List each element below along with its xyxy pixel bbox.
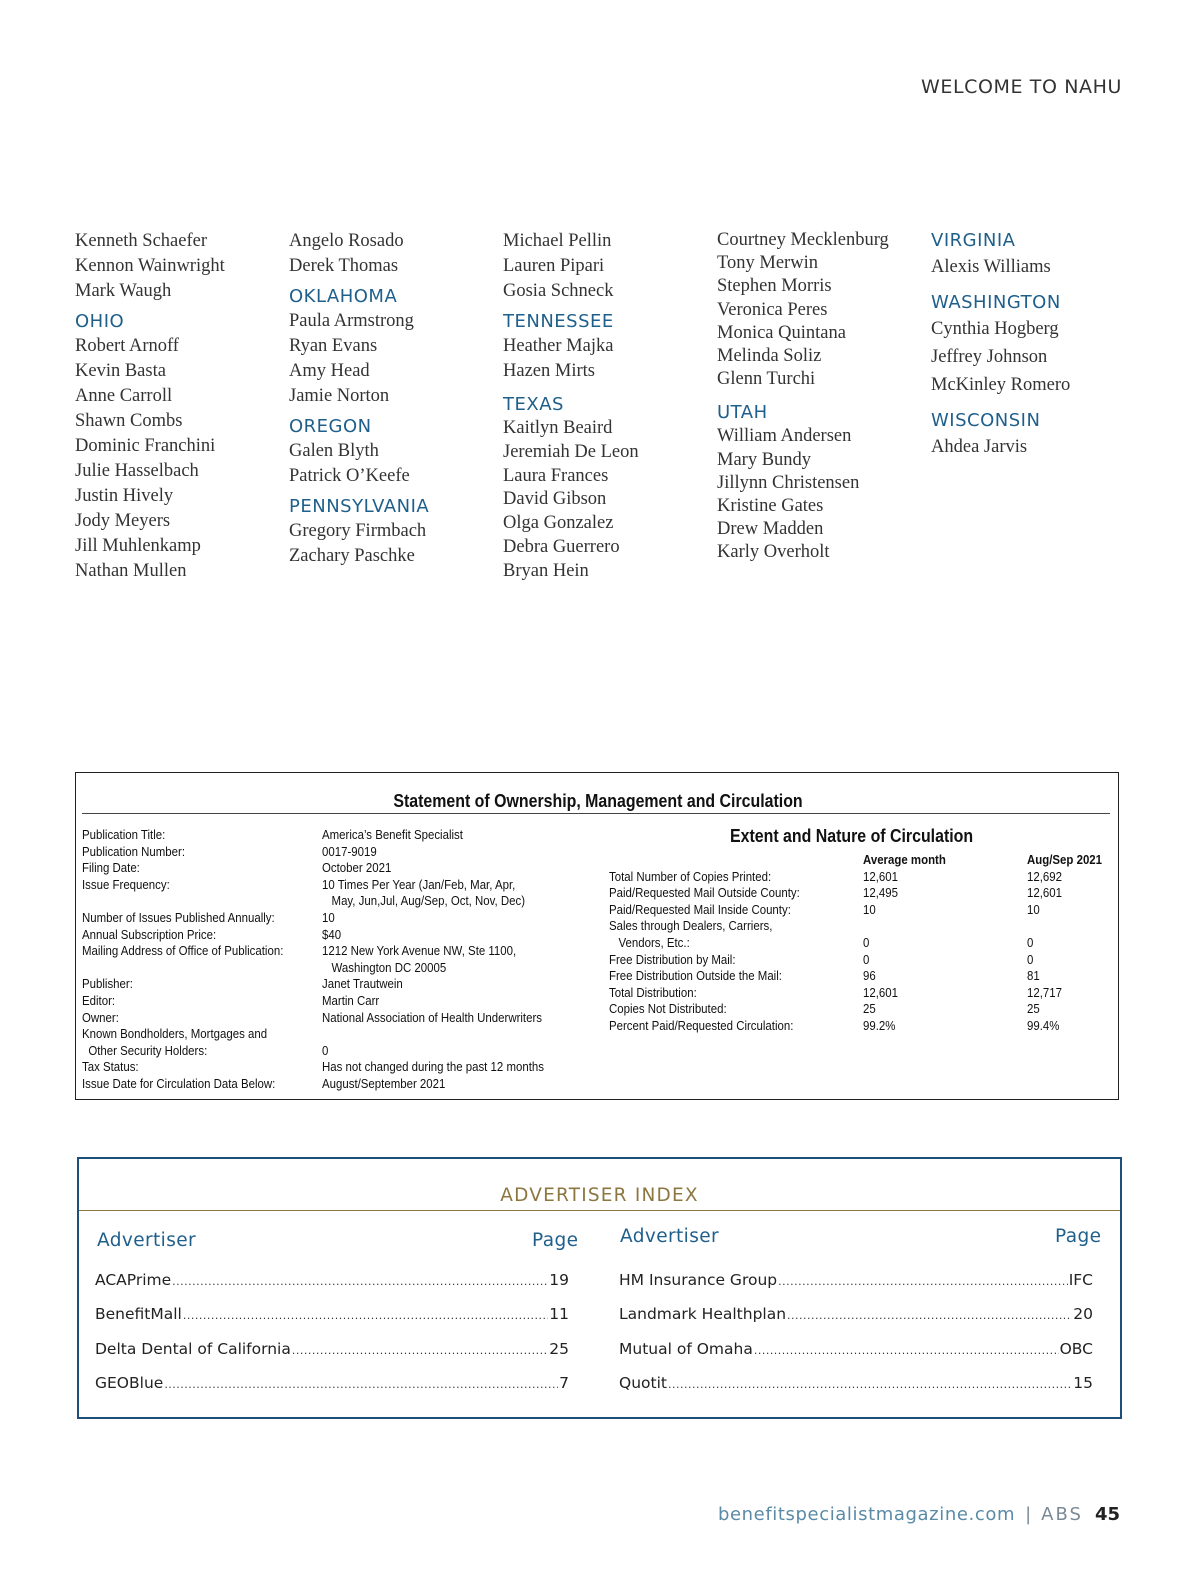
page-footer: [718, 1504, 1120, 1525]
average-value: 25: [863, 1001, 876, 1017]
aug-sep-value: 10: [1027, 901, 1040, 917]
circulation-row: [609, 935, 1115, 952]
detail-row: [82, 1026, 602, 1043]
detail-value: National Association of Health Underwriters: [322, 1009, 543, 1025]
detail-label: Annual Subscription Price:: [82, 926, 217, 942]
member-name: Gregory Firmbach: [289, 521, 427, 541]
average-value: 0: [863, 934, 870, 950]
detail-value: Janet Trautwein: [322, 976, 403, 992]
member-name: Drew Madden: [717, 519, 824, 540]
aug-sep-value: 99.4%: [1027, 1017, 1060, 1033]
member-name: Cynthia Hogberg: [931, 319, 1059, 339]
circulation-label: Vendors, Etc.:: [609, 934, 690, 950]
detail-value: Washington DC 20005: [322, 959, 447, 975]
state-heading-wisconsin: WISCONSIN: [931, 410, 1041, 431]
circulation-row: [609, 869, 1115, 886]
average-value: 10: [863, 901, 876, 917]
dot-leader: [292, 1344, 548, 1357]
advertiser-name: Delta Dental of California: [95, 1339, 291, 1358]
detail-row: [82, 827, 602, 844]
member-name: Patrick O’Keefe: [289, 466, 410, 486]
member-name: Gosia Schneck: [503, 281, 614, 301]
detail-label: Mailing Address of Office of Publication:: [82, 943, 284, 959]
statement-divider: [82, 813, 1110, 814]
circulation-row: [609, 952, 1115, 969]
circulation-row: [609, 902, 1115, 919]
member-name: Derek Thomas: [289, 256, 399, 276]
state-heading-virginia: VIRGINIA: [931, 230, 1016, 251]
average-value: 12,495: [863, 885, 898, 901]
advertiser-entry: [619, 1340, 1093, 1374]
member-name: Bryan Hein: [503, 560, 589, 581]
member-name: Courtney Mecklenburg: [717, 230, 889, 250]
member-name: Mark Waugh: [75, 281, 172, 301]
member-name: Heather Majka: [503, 336, 614, 356]
detail-row: [82, 943, 602, 960]
advertiser-name: HM Insurance Group: [619, 1271, 778, 1289]
detail-label: Other Security Holders:: [82, 1042, 208, 1058]
average-value: [863, 918, 1007, 935]
member-name: Ryan Evans: [289, 336, 378, 356]
member-name: Galen Blyth: [289, 441, 379, 461]
circulation-label: Copies Not Distributed:: [609, 1001, 727, 1017]
detail-value: America’s Benefit Specialist: [322, 827, 463, 842]
advertiser-page: 20: [1073, 1305, 1093, 1324]
advertiser-index-divider: [79, 1210, 1120, 1211]
state-heading-tennessee: TENNESSEE: [503, 311, 614, 332]
advertiser-entry: [619, 1271, 1093, 1305]
member-name: Mary Bundy: [717, 449, 812, 470]
aug-sep-value: 81: [1027, 968, 1040, 984]
column-header-aug-sep: Aug/Sep 2021: [1027, 852, 1103, 867]
advertiser-page: 15: [1073, 1373, 1093, 1392]
member-name: Kristine Gates: [717, 496, 824, 517]
left-page-header: Page: [532, 1230, 579, 1251]
footer-website: benefitspecialistmagazine.com: [717, 1504, 1016, 1525]
member-name: Kaitlyn Beaird: [503, 418, 613, 438]
roster-column-4: [717, 229, 922, 565]
member-name: Laura Frances: [503, 465, 609, 486]
average-value: 12,601: [863, 868, 898, 884]
member-name: Olga Gonzalez: [503, 513, 614, 534]
member-name: Michael Pellin: [503, 231, 612, 251]
member-name: David Gibson: [503, 489, 607, 510]
detail-label: Issue Date for Circulation Data Below:: [82, 1075, 276, 1091]
member-name: Karly Overholt: [717, 542, 830, 563]
advertiser-name: GEOBlue: [95, 1373, 164, 1392]
roster-column-5: [931, 229, 1136, 461]
publication-details: [82, 827, 602, 1093]
member-name: Tony Merwin: [717, 253, 818, 274]
member-name: Paula Armstrong: [289, 311, 414, 331]
member-name: Zachary Paschke: [289, 546, 415, 566]
detail-value: 0: [322, 1042, 329, 1058]
right-page-header: Page: [1055, 1226, 1102, 1247]
section-header: WELCOME TO NAHU: [920, 76, 1122, 98]
advertiser-entry: [95, 1374, 569, 1408]
circulation-row: [609, 1018, 1115, 1035]
circulation-label: Free Distribution by Mail:: [609, 951, 736, 967]
detail-label: Number of Issues Published Annually:: [82, 909, 275, 925]
aug-sep-value: 12,601: [1027, 885, 1062, 901]
aug-sep-value: 12,692: [1027, 868, 1062, 884]
dot-leader: [164, 1378, 558, 1391]
circulation-row: [609, 918, 1115, 935]
average-value: 0: [863, 951, 870, 967]
detail-label: Filing Date:: [82, 860, 140, 876]
detail-label: Tax Status:: [82, 1059, 139, 1075]
member-name: Debra Guerrero: [503, 536, 620, 557]
average-value: 96: [863, 968, 876, 984]
footer-publication: ABS: [1041, 1504, 1083, 1525]
detail-row: [82, 844, 602, 861]
member-name: Jamie Norton: [289, 386, 390, 406]
advertiser-entry: [619, 1374, 1093, 1408]
advertiser-list-left: [95, 1271, 569, 1408]
aug-sep-value: 12,717: [1027, 984, 1062, 1000]
aug-sep-value: [1027, 918, 1104, 935]
detail-label: Publication Number:: [82, 843, 186, 859]
dot-leader: [183, 1309, 548, 1322]
detail-row: [82, 1076, 602, 1093]
ownership-statement-box: [75, 772, 1119, 1100]
detail-value: [322, 1026, 568, 1043]
circulation-row: [609, 968, 1115, 985]
state-heading-utah: UTAH: [717, 402, 768, 424]
member-name: Jill Muhlenkamp: [75, 536, 201, 556]
state-heading-washington: WASHINGTON: [931, 292, 1061, 313]
average-value: 99.2%: [863, 1017, 896, 1033]
detail-value: $40: [322, 926, 342, 942]
detail-value: 0017-9019: [322, 843, 377, 859]
advertiser-page: 25: [549, 1339, 569, 1358]
state-heading-oregon: OREGON: [289, 416, 372, 437]
right-advertiser-header: Advertiser: [620, 1226, 720, 1247]
circulation-row: [609, 885, 1115, 902]
detail-label: Editor:: [82, 992, 116, 1008]
detail-value: August/September 2021: [322, 1075, 446, 1091]
detail-row: [82, 1010, 602, 1027]
member-name: Lauren Pipari: [503, 256, 605, 276]
member-name: Dominic Franchini: [75, 436, 216, 456]
circulation-header-row: [609, 852, 1115, 869]
detail-label: Issue Frequency:: [82, 876, 170, 892]
aug-sep-value: 25: [1027, 1001, 1040, 1017]
dot-leader: [787, 1309, 1072, 1322]
advertiser-index-title: ADVERTISER INDEX: [500, 1185, 699, 1206]
dot-leader: [172, 1275, 548, 1288]
detail-label: Owner:: [82, 1009, 119, 1025]
detail-row: [82, 877, 602, 894]
advertiser-name: ACAPrime: [95, 1271, 172, 1289]
circulation-label: Percent Paid/Requested Circulation:: [609, 1017, 794, 1033]
detail-value: Martin Carr: [322, 992, 380, 1008]
advertiser-list-right: [619, 1271, 1093, 1408]
member-name: Kennon Wainwright: [75, 256, 225, 276]
detail-row: [82, 960, 602, 977]
detail-value: 10: [322, 909, 335, 925]
dot-leader: [754, 1344, 1059, 1357]
member-name: McKinley Romero: [931, 375, 1071, 395]
circulation-label: Total Number of Copies Printed:: [609, 868, 772, 884]
footer-separator: |: [1025, 1504, 1032, 1525]
detail-label: [82, 960, 293, 977]
member-name: Kenneth Schaefer: [75, 231, 208, 251]
advertiser-page: 19: [549, 1271, 569, 1289]
member-name: Nathan Mullen: [75, 561, 187, 581]
member-name: Alexis Williams: [931, 257, 1051, 277]
advertiser-name: Landmark Healthplan: [619, 1305, 787, 1324]
detail-label: Known Bondholders, Mortgages and: [82, 1026, 268, 1042]
member-name: Anne Carroll: [75, 386, 173, 406]
detail-row: [82, 993, 602, 1010]
member-name: Ahdea Jarvis: [931, 437, 1028, 457]
advertiser-entry: [95, 1340, 569, 1374]
advertiser-name: Mutual of Omaha: [619, 1339, 753, 1358]
member-name: Angelo Rosado: [289, 231, 404, 251]
circulation-row: [609, 985, 1115, 1002]
member-name: Shawn Combs: [75, 411, 183, 431]
member-name: Julie Hasselbach: [75, 461, 199, 481]
detail-value: 1212 New York Avenue NW, Ste 1100,: [322, 943, 517, 959]
advertiser-page: OBC: [1059, 1339, 1093, 1358]
member-name: Veronica Peres: [717, 299, 828, 320]
circulation-label: Paid/Requested Mail Inside County:: [609, 901, 791, 917]
circulation-label: Sales through Dealers, Carriers,: [609, 918, 773, 934]
member-name: Jeremiah De Leon: [503, 441, 639, 462]
member-name: Jody Meyers: [75, 511, 171, 531]
detail-row: [82, 927, 602, 944]
advertiser-index-box: [77, 1157, 1122, 1419]
member-name: William Andersen: [717, 426, 852, 447]
circulation-label: Free Distribution Outside the Mail:: [609, 968, 782, 984]
column-header-average: Average month: [863, 852, 946, 867]
detail-value: 10 Times Per Year (Jan/Feb, Mar, Apr,: [322, 876, 516, 892]
left-advertiser-header: Advertiser: [97, 1230, 197, 1251]
detail-value: May, Jun,Jul, Aug/Sep, Oct, Nov, Dec): [322, 893, 526, 909]
detail-row: [82, 860, 602, 877]
detail-value: Has not changed during the past 12 months: [322, 1059, 544, 1075]
average-value: 12,601: [863, 984, 898, 1000]
member-name: Kevin Basta: [75, 361, 166, 381]
detail-row: [82, 893, 602, 910]
advertiser-name: Quotit: [619, 1373, 667, 1392]
member-name: Melinda Soliz: [717, 346, 822, 367]
detail-row: [82, 1043, 602, 1060]
roster-column-1: [75, 229, 280, 584]
advertiser-entry: [619, 1305, 1093, 1339]
aug-sep-value: 0: [1027, 934, 1034, 950]
detail-label: Publication Title:: [82, 827, 166, 842]
dot-leader: [668, 1378, 1072, 1391]
detail-row: [82, 976, 602, 993]
detail-label: Publisher:: [82, 976, 133, 992]
aug-sep-value: 0: [1027, 951, 1034, 967]
detail-label: [82, 893, 293, 910]
advertiser-entry: [95, 1305, 569, 1339]
member-name: Monica Quintana: [717, 322, 846, 343]
roster-column-2: [289, 229, 494, 569]
member-name: Jillynn Christensen: [717, 472, 860, 493]
member-name: Jeffrey Johnson: [931, 347, 1048, 367]
detail-row: [82, 910, 602, 927]
member-name: Amy Head: [289, 361, 370, 381]
circulation-row: [609, 1001, 1115, 1018]
state-heading-oklahoma: OKLAHOMA: [289, 286, 398, 307]
advertiser-entry: [95, 1271, 569, 1305]
advertiser-page: IFC: [1068, 1271, 1093, 1289]
circulation-title: Extent and Nature of Circulation: [730, 825, 974, 846]
member-name: Hazen Mirts: [503, 361, 595, 381]
state-heading-ohio: OHIO: [75, 311, 125, 332]
advertiser-page: 11: [549, 1305, 569, 1324]
member-name: Justin Hively: [75, 486, 174, 506]
detail-row: [82, 1059, 602, 1076]
state-heading-texas: TEXAS: [503, 394, 564, 415]
member-name: Robert Arnoff: [75, 336, 179, 356]
statement-title: Statement of Ownership, Management and Circulation: [393, 790, 803, 811]
circulation-label: Total Distribution:: [609, 984, 697, 1000]
advertiser-page: 7: [559, 1373, 569, 1392]
member-name: Glenn Turchi: [717, 369, 816, 390]
page-number: 45: [1094, 1504, 1120, 1525]
detail-value: October 2021: [322, 860, 392, 876]
state-heading-pennsylvania: PENNSYLVANIA: [289, 496, 430, 517]
dot-leader: [778, 1275, 1068, 1288]
circulation-table: [609, 852, 1115, 1035]
advertiser-name: BenefitMall: [95, 1305, 182, 1324]
member-name: Stephen Morris: [717, 276, 832, 297]
roster-column-3: [503, 229, 708, 584]
circulation-label: Paid/Requested Mail Outside County:: [609, 885, 800, 901]
